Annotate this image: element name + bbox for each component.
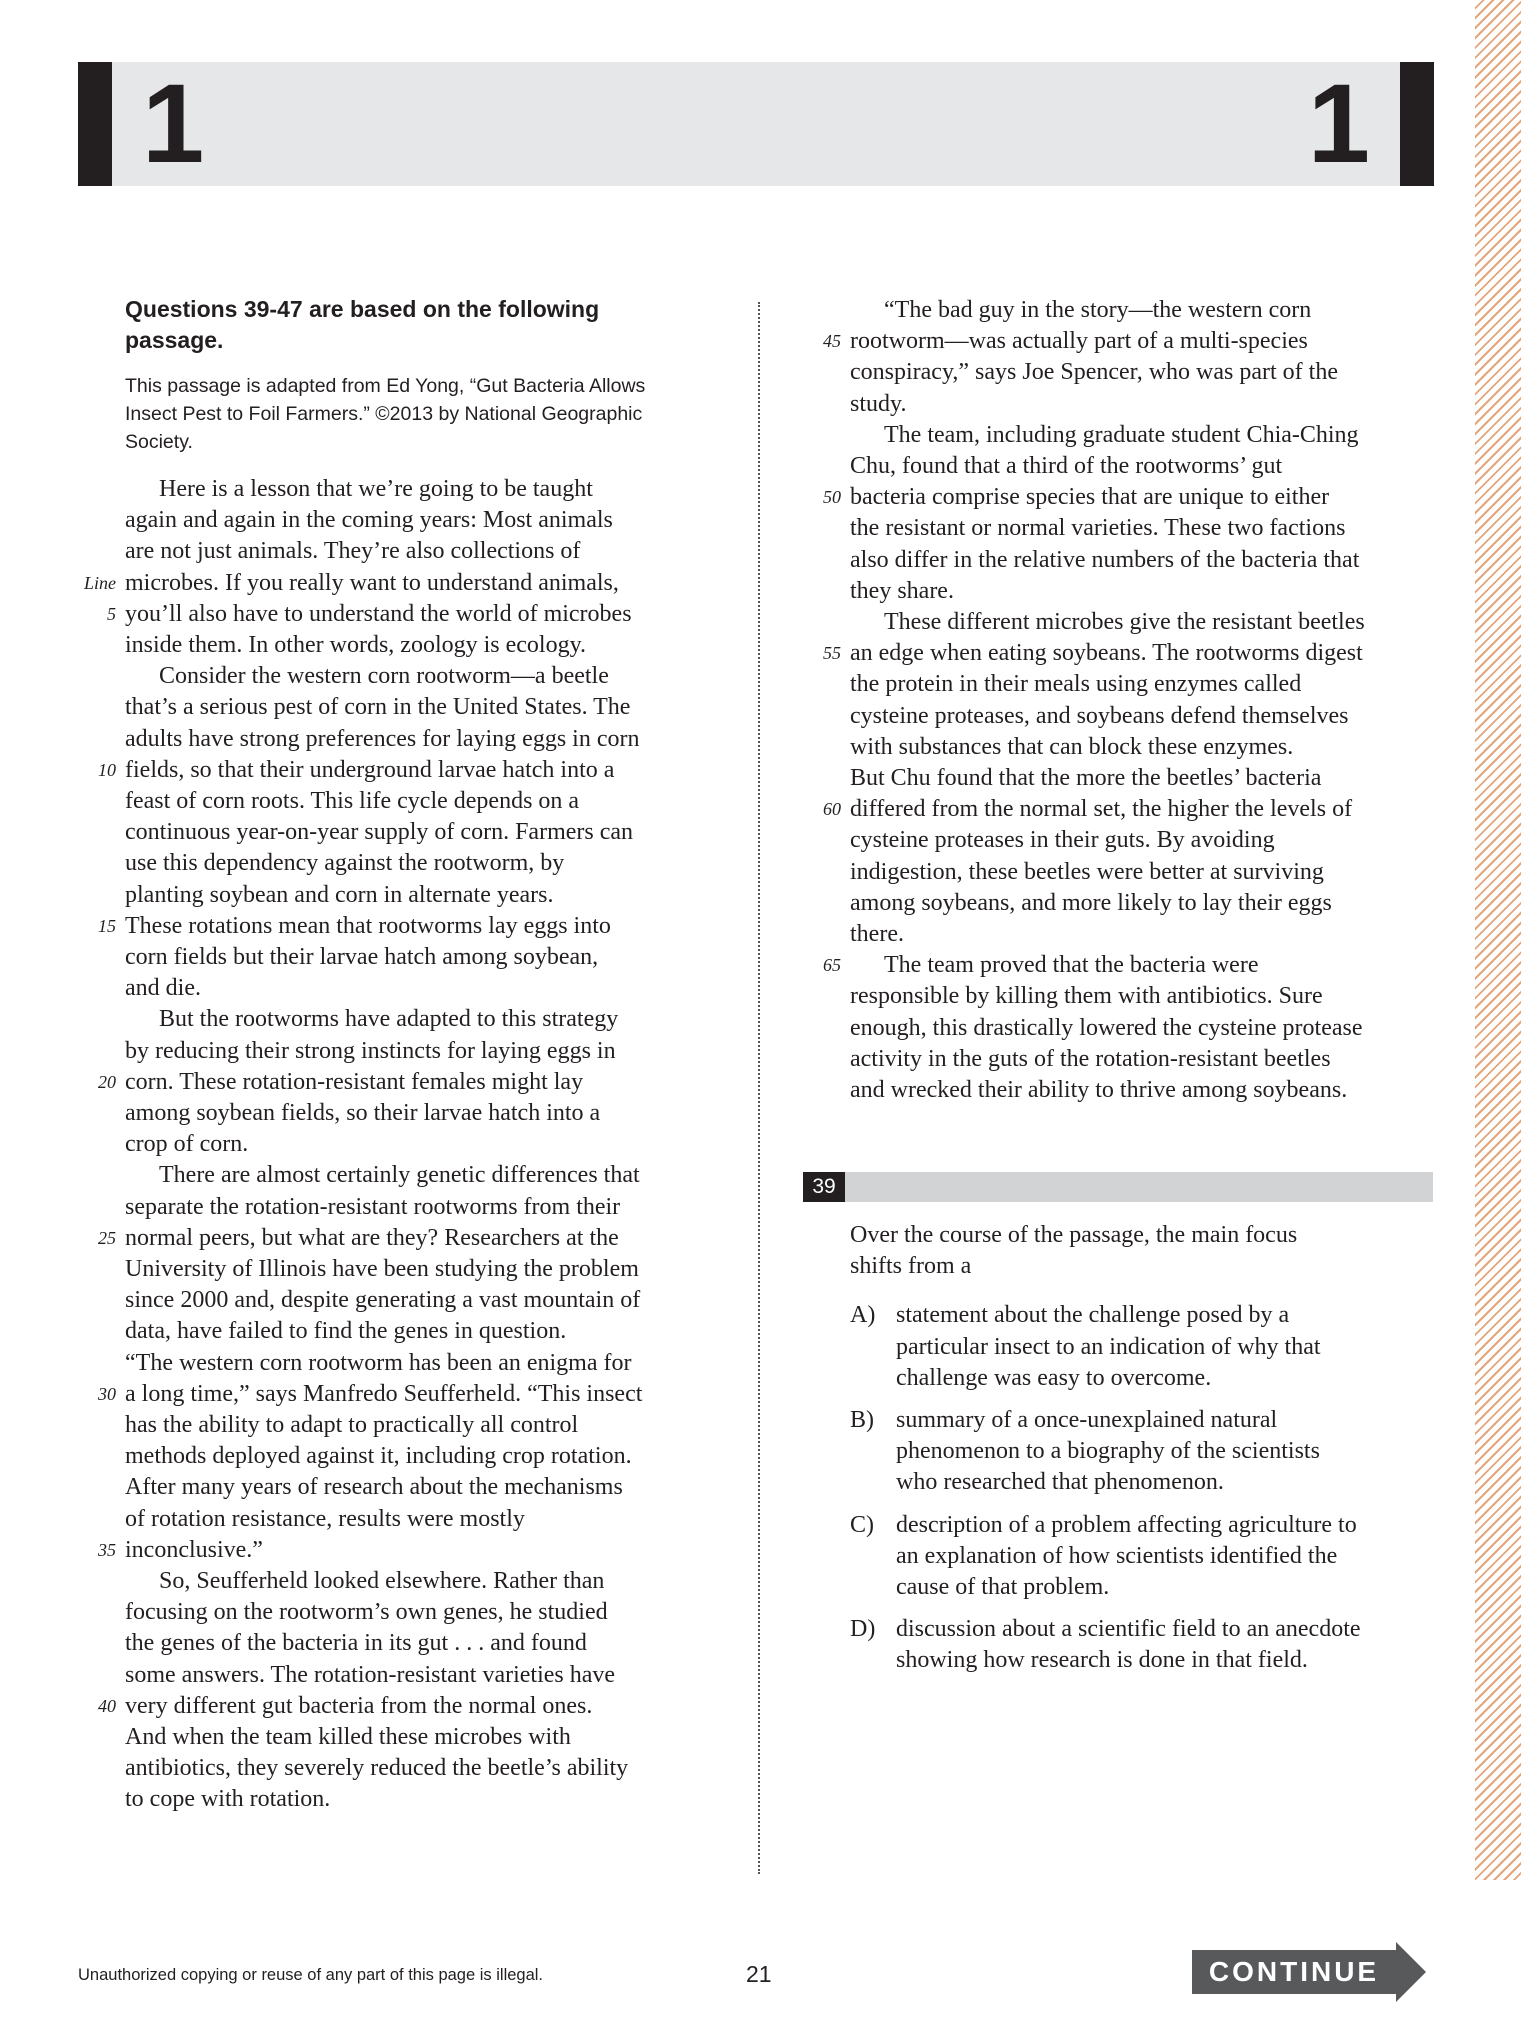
passage-line: since 2000 and, despite generating a vast mountain of: [125, 1287, 641, 1314]
decorative-hatch-strip: [1475, 0, 1521, 1880]
passage-line: enough, this drastically lowered the cysteine protease: [850, 1014, 1363, 1041]
intro-title-line: Questions 39-47 are based on the following: [125, 296, 600, 322]
passage-line: there.: [850, 921, 904, 947]
passage-line: some answers. The rotation-resistant varieties have: [125, 1661, 616, 1688]
passage-line: methods deployed against it, including crop rotation.: [125, 1443, 632, 1470]
question-stem-line: Over the course of the passage, the main focus: [850, 1222, 1298, 1248]
passage-line: among soybean fields, so their larvae hatch into a: [125, 1100, 601, 1126]
option-text-line: showing how research is done in that field.: [896, 1647, 1308, 1674]
option-text-line: challenge was easy to overcome.: [896, 1364, 1212, 1391]
option-letter: C): [850, 1511, 874, 1538]
passage-source: [125, 372, 715, 456]
line-number: 10: [98, 759, 116, 780]
line-number: 35: [98, 1539, 116, 1560]
question-number: 39: [803, 1172, 845, 1202]
passage-line: data, have failed to find the genes in question.: [125, 1318, 567, 1345]
passage-line: again and again in the coming years: Most animals: [125, 507, 613, 534]
passage-line: corn fields but their larvae hatch among soybean,: [125, 944, 599, 970]
option-text-line: description of a problem affecting agriculture to: [896, 1511, 1357, 1538]
passage-line: planting soybean and corn in alternate years.: [125, 881, 554, 908]
passage-line: rootworm—was actually part of a multi-species: [850, 328, 1308, 355]
passage-line: that’s a serious pest of corn in the United States. The: [125, 694, 631, 721]
passage-line: Consider the western corn rootworm—a beetle: [159, 663, 609, 690]
passage-line: activity in the guts of the rotation-resistant beetles: [850, 1045, 1331, 1072]
line-number: 60: [823, 799, 841, 820]
passage-line: study.: [850, 390, 907, 417]
column-divider: [758, 302, 760, 1874]
passage-line: cysteine proteases, and soybeans defend themselves: [850, 702, 1349, 729]
line-number: 5: [107, 603, 116, 624]
continue-arrow-icon: [1396, 1942, 1426, 2002]
passage-line: are not just animals. They’re also collections of: [125, 538, 581, 565]
passage-line: and die.: [125, 975, 201, 1002]
passage-line: use this dependency against the rootworm, by: [125, 850, 565, 877]
option-letter: D): [850, 1616, 876, 1643]
line-number: 25: [98, 1227, 116, 1248]
section-number-left: 1: [142, 61, 205, 186]
page-number: 21: [746, 1961, 772, 1987]
passage-line: the genes of the bacteria in its gut . . . and found: [125, 1630, 587, 1657]
passage-line: corn. These rotation-resistant females might lay: [125, 1068, 584, 1095]
option-letter: A): [850, 1302, 876, 1329]
option-text-line: statement about the challenge posed by a: [896, 1302, 1290, 1329]
option-text-line: particular insect to an indication of why that: [896, 1333, 1321, 1360]
passage-line: But Chu found that the more the beetles’ bacteria: [850, 765, 1322, 791]
passage-line: to cope with rotation.: [125, 1786, 331, 1813]
passage-line: “The western corn rootworm has been an enigma for: [125, 1349, 632, 1376]
passage-line: continuous year-on-year supply of corn. Farmers can: [125, 819, 634, 846]
section-number-right: 1: [1307, 61, 1370, 186]
option-text-line: summary of a once-unexplained natural: [896, 1407, 1278, 1433]
passage-line: antibiotics, they severely reduced the beetle’s ability: [125, 1755, 629, 1782]
passage-line: separate the rotation-resistant rootworms from their: [125, 1193, 621, 1220]
passage-line: also differ in the relative numbers of the bacteria that: [850, 546, 1360, 573]
passage-line: After many years of research about the mechanisms: [125, 1474, 623, 1501]
passage-line: and wrecked their ability to thrive among soybeans.: [850, 1077, 1348, 1103]
passage-line: responsible by killing them with antibiotics. Sure: [850, 983, 1323, 1010]
passage-line: The team, including graduate student Chia-Ching: [884, 421, 1359, 448]
passage-line: These different microbes give the resistant beetles: [884, 609, 1365, 635]
option-letter: B): [850, 1407, 874, 1433]
line-number: 30: [98, 1383, 116, 1404]
passage-line: feast of corn roots. This life cycle depends on a: [125, 788, 580, 814]
passage-line: microbes. If you really want to understand animals,: [125, 569, 619, 596]
passage-line: has the ability to adapt to practically all control: [125, 1412, 579, 1438]
line-number: 65: [823, 955, 841, 976]
section-header: [78, 62, 1434, 186]
section-bar-left: [78, 62, 112, 186]
passage-line: cysteine proteases in their guts. By avoiding: [850, 827, 1275, 854]
passage-line: “The bad guy in the story—the western corn: [884, 297, 1312, 323]
option-text-line: discussion about a scientific field to an anecdote: [896, 1616, 1361, 1643]
line-number: 55: [823, 643, 841, 664]
passage-line: There are almost certainly genetic differences that: [159, 1162, 640, 1189]
source-line: This passage is adapted from Ed Yong, “Gut Bacteria Allows: [125, 375, 646, 397]
passage-line: a long time,” says Manfredo Seufferheld. “This insect: [125, 1380, 643, 1407]
passage-line: bacteria comprise species that are unique to either: [850, 484, 1330, 511]
passage-line: But the rootworms have adapted to this strategy: [159, 1006, 619, 1033]
question-stem-line: shifts from a: [850, 1253, 972, 1280]
section-bar-right: [1400, 62, 1434, 186]
continue-button[interactable]: [1192, 1942, 1427, 2002]
passage-line: among soybeans, and more likely to lay their eggs: [850, 889, 1332, 916]
passage-line: of rotation resistance, results were mostly: [125, 1505, 525, 1532]
passage-line: very different gut bacteria from the normal ones.: [125, 1692, 593, 1719]
passage-line: And when the team killed these microbes with: [125, 1724, 571, 1750]
passage-intro-title: [125, 294, 685, 356]
passage-line: Chu, found that a third of the rootworms’ gut: [850, 453, 1283, 479]
line-number: 50: [823, 487, 841, 508]
passage-line: crop of corn.: [125, 1131, 249, 1158]
intro-title-line: passage.: [125, 327, 224, 353]
continue-label: CONTINUE: [1192, 1950, 1396, 1994]
passage-line: University of Illinois have been studying the problem: [125, 1256, 639, 1282]
passage-line: normal peers, but what are they? Researchers at the: [125, 1224, 619, 1251]
passage-line: These rotations mean that rootworms lay eggs into: [125, 912, 611, 939]
line-number: Line: [83, 572, 116, 593]
passage-line: differed from the normal set, the higher the levels of: [850, 796, 1353, 823]
passage-line: fields, so that their underground larvae hatch into a: [125, 756, 615, 783]
passage-line: you’ll also have to understand the world of microbes: [125, 600, 632, 627]
passage-line: by reducing their strong instincts for laying eggs in: [125, 1037, 616, 1064]
passage-line: with substances that can block these enzymes.: [850, 733, 1294, 760]
option-text-line: an explanation of how scientists identified the: [896, 1542, 1338, 1569]
option-text-line: cause of that problem.: [896, 1574, 1110, 1600]
passage-line: The team proved that the bacteria were: [884, 952, 1259, 979]
copyright-notice: Unauthorized copying or reuse of any part of this page is illegal.: [78, 1966, 544, 1984]
passage-line: an edge when eating soybeans. The rootworms digest: [850, 640, 1363, 667]
passage-line: the resistant or normal varieties. These two factions: [850, 515, 1346, 542]
passage-line: adults have strong preferences for laying eggs in corn: [125, 725, 640, 752]
passage-line: So, Seufferheld looked elsewhere. Rather than: [159, 1568, 605, 1594]
passage-line: inconclusive.”: [125, 1536, 263, 1563]
option-text-line: phenomenon to a biography of the scientists: [896, 1438, 1320, 1465]
question-bar: [803, 1172, 1433, 1202]
line-number: 45: [823, 331, 841, 352]
source-line: Insect Pest to Foil Farmers.” ©2013 by National Geographic: [125, 403, 643, 425]
passage-line: indigestion, these beetles were better at surviving: [850, 858, 1324, 885]
passage-line: inside them. In other words, zoology is ecology.: [125, 632, 587, 658]
line-number: 40: [98, 1695, 116, 1716]
passage-line: the protein in their meals using enzymes called: [850, 671, 1302, 698]
passage-line: Here is a lesson that we’re going to be taught: [159, 476, 593, 502]
line-number: 15: [98, 915, 116, 936]
source-line: Society.: [125, 431, 193, 453]
passage-line: focusing on the rootworm’s own genes, he studied: [125, 1599, 608, 1626]
option-text-line: who researched that phenomenon.: [896, 1469, 1224, 1496]
passage-line: conspiracy,” says Joe Spencer, who was part of the: [850, 359, 1338, 386]
line-number: 20: [98, 1071, 116, 1092]
passage-line: they share.: [850, 577, 954, 604]
